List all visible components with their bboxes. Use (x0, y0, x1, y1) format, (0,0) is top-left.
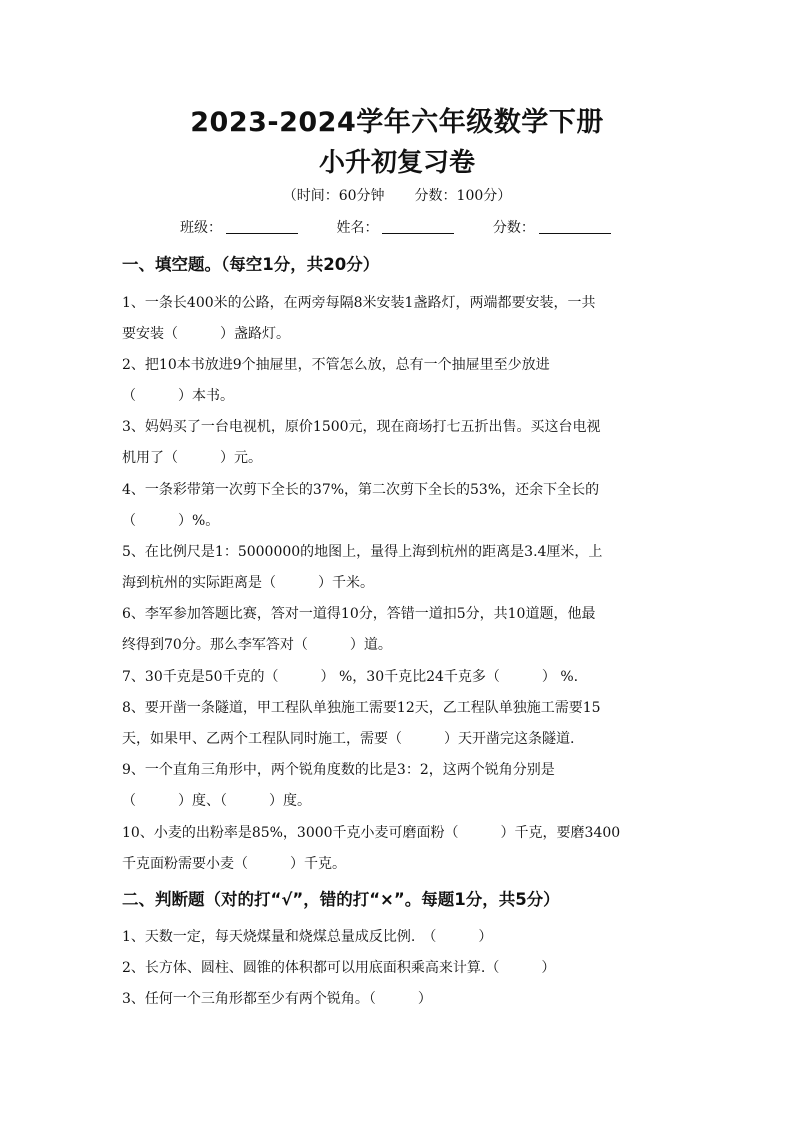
question-line: 机用了（ ）元。 (122, 450, 262, 466)
score-label: 分数： (492, 220, 535, 236)
question-line: （ ）%。 (122, 513, 220, 529)
exam-meta (0, 185, 794, 205)
class-field (180, 217, 298, 237)
question-line: 3、任何一个三角形都至少有两个锐角。（ ） (122, 991, 432, 1007)
exam-subtitle: 小升初复习卷 (318, 148, 475, 178)
question-line: 2、把10本书放进9个抽屉里，不管怎么放，总有一个抽屉里至少放进 (122, 357, 550, 373)
question-line: 1、天数一定，每天烧煤量和烧煤总量成反比例. （ ） (122, 929, 493, 945)
question-line: 8、要开凿一条隧道，甲工程队单独施工需要12天，乙工程队单独施工需要15 (122, 700, 601, 716)
class-blank[interactable] (226, 219, 298, 234)
question-line: 7、30千克是50千克的（ ） %，30千克比24千克多（ ） %. (122, 669, 579, 685)
question-line: 要安装（ ）盏路灯。 (122, 326, 290, 342)
question-line: 5、在比例尺是1：5000000的地图上，量得上海到杭州的距离是3.4厘米，上 (122, 544, 603, 560)
name-label: 姓名： (336, 220, 379, 236)
section-fill-blank-heading: 一、填空题。（每空1分，共20分） (122, 255, 380, 274)
student-info-row (180, 217, 645, 237)
question-line: 千克面粉需要小麦（ ）千克。 (122, 856, 346, 872)
question-line: 终得到70分。那么李军答对（ ）道。 (122, 637, 392, 653)
score-field (493, 217, 611, 237)
name-field (336, 217, 454, 237)
total-score: 分数：100分） (414, 188, 512, 204)
time-limit: （时间：60分钟 (282, 188, 385, 204)
question-line: 4、一条彩带第一次剪下全长的37%，第二次剪下全长的53%，还余下全长的 (122, 482, 600, 498)
name-blank[interactable] (382, 219, 454, 234)
section-true-false-heading: 二、判断题（对的打“√”，错的打“×”。每题1分，共5分） (122, 890, 560, 909)
question-line: （ ）度、（ ）度。 (122, 793, 311, 809)
question-line: 2、长方体、圆柱、圆锥的体积都可以用底面积乘高来计算.（ ） (122, 960, 556, 976)
question-line: 天，如果甲、乙两个工程队同时施工，需要（ ）天开凿完这条隧道. (122, 731, 575, 747)
question-line: 海到杭州的实际距离是（ ）千米。 (122, 575, 374, 591)
question-line: 10、小麦的出粉率是85%，3000千克小麦可磨面粉（ ）千克，要磨3400 (122, 825, 621, 841)
question-line: 3、妈妈买了一台电视机，原价1500元，现在商场打七五折出售。买这台电视 (122, 419, 601, 435)
score-blank[interactable] (539, 219, 611, 234)
question-line: 1、一条长400米的公路，在两旁每隔8米安装1盏路灯，两端都要安装，一共 (122, 295, 596, 311)
class-label: 班级： (180, 220, 222, 236)
exam-title: 2023-2024学年六年级数学下册 (190, 107, 604, 138)
question-line: （ ）本书。 (122, 388, 234, 404)
question-line: 9、一个直角三角形中，两个锐角度数的比是3：2，这两个锐角分别是 (122, 762, 555, 778)
question-line: 6、李军参加答题比赛，答对一道得10分，答错一道扣5分，共10道题，他最 (122, 606, 596, 622)
